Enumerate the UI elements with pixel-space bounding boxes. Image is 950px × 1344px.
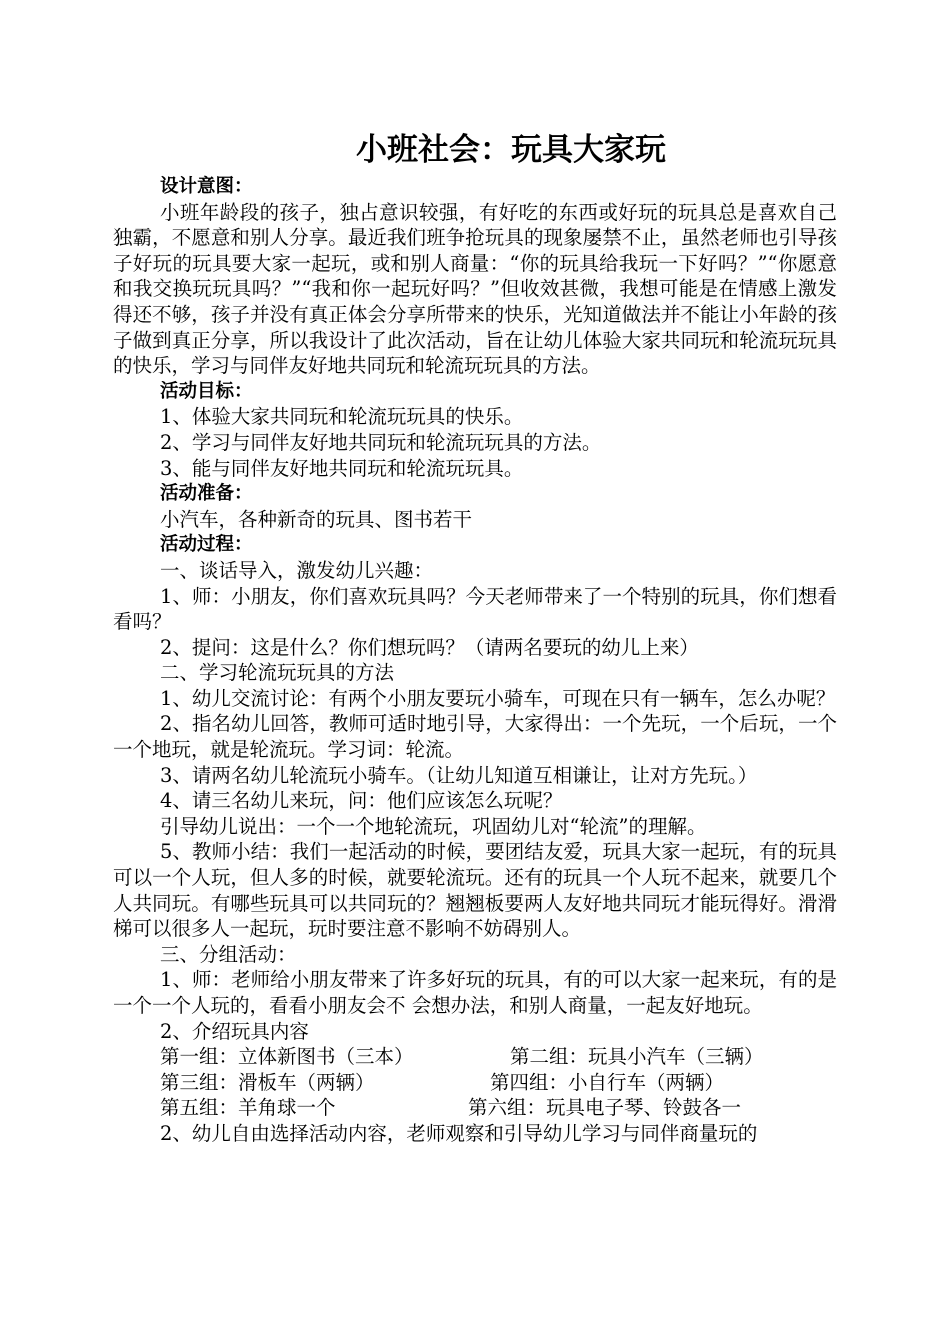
prep-paragraph: 小汽车，各种新奇的玩具、图书若干: [160, 507, 473, 531]
process-step-last: 2、幼儿自由选择活动内容，老师观察和引导幼儿学习与同伴商量玩的: [160, 1121, 758, 1145]
process-step: 2、介绍玩具内容: [160, 1019, 309, 1043]
group-item: 第五组：羊角球一个: [160, 1096, 336, 1120]
intent-paragraph: 小班年龄段的孩子，独占意识较强，有好吃的东西或好玩的玩具总是喜欢自己独霸，不愿意和别人分享。最近我们班争抢玩具的现象屡禁不止，虽然老师也引导孩子好玩的玩具要大家一起玩，或和别人商量：“你的玩具给我玩一下好吗？”“你愿意和我交换玩玩具吗？”“我和你一起玩好吗？”但收效甚微，我想可能是在情感上激发得还不够，孩子并没有真正体会分享所带来的快乐，光知道做法并不能让小年龄的孩子做到真正分享，所以我设计了此次活动，旨在让幼儿体验大家共同玩和轮流玩玩具的快乐，学习与同伴友好地共同玩和轮流玩玩具的方法。: [113, 200, 837, 378]
process-step: 1、师：小朋友，你们喜欢玩具吗？今天老师带来了一个特别的玩具，你们想看看吗？: [113, 584, 837, 634]
document-page: [113, 128, 837, 1147]
process-step: 引导幼儿说出：一个一个地轮流玩，巩固幼儿对“轮流”的理解。: [160, 814, 707, 838]
process-step: 1、师：老师给小朋友带来了许多好玩的玩具，有的可以大家一起来玩，有的是一个一个人玩的，看看小朋友会不 会想办法，和别人商量，一起友好地玩。: [113, 968, 837, 1017]
goals-heading: 活动目标：: [160, 380, 253, 402]
process-step: 2、提问：这是什么？你们想玩吗？（请两名要玩的幼儿上来）: [160, 635, 699, 659]
document-title: 小班社会：玩具大家玩: [356, 132, 666, 168]
goal-item-2: 2、学习与同伴友好地共同玩和轮流玩玩具的方法。: [160, 430, 602, 454]
process-step: 4、请三名幼儿来玩，问：他们应该怎么玩呢？: [160, 789, 563, 813]
process-step: 三、分组活动：: [160, 942, 297, 966]
group-item: 第一组：立体新图书（三本）: [160, 1045, 414, 1069]
process-step: 1、幼儿交流讨论：有两个小朋友要玩小骑车，可现在只有一辆车，怎么办呢？: [160, 686, 836, 710]
process-step: 3、请两名幼儿轮流玩小骑车。（让幼儿知道互相谦让，让对方先玩。）: [160, 763, 758, 787]
process-step: 一、谈话导入，激发幼儿兴趣：: [160, 558, 434, 582]
prep-heading: 活动准备：: [160, 483, 253, 505]
process-step: 5、教师小结：我们一起活动的时候，要团结友爱，玩具大家一起玩，有的玩具可以一个人玩，但人多的时候，就要轮流玩。还有的玩具一个人玩不起来，就要几个人共同玩。有哪些玩具可以共同玩的？翘翘板要两人友好地共同玩才能玩得好。滑滑梯可以很多人一起玩，玩时要注意不影响不妨碍别人。: [113, 840, 837, 941]
group-row-1: [113, 1044, 837, 1070]
process-step: 2、指名幼儿回答，教师可适时地引导，大家得出：一个先玩，一个后玩，一个一个地玩，就是轮流玩。学习词：轮流。: [113, 712, 837, 762]
group-row-3: [113, 1095, 837, 1121]
group-item: 第三组：滑板车（两辆）: [160, 1070, 375, 1094]
process-heading: 活动过程：: [160, 534, 253, 556]
group-item: 第二组：玩具小汽车（三辆）: [510, 1045, 764, 1069]
group-item: 第四组：小自行车（两辆）: [490, 1070, 725, 1094]
group-row-2: [113, 1070, 837, 1096]
goal-item-1: 1、体验大家共同玩和轮流玩玩具的快乐。: [160, 405, 524, 429]
process-step: 二、学习轮流玩玩具的方法: [160, 661, 395, 685]
intent-heading: 设计意图：: [160, 176, 253, 197]
goal-item-3: 3、能与同伴友好地共同玩和轮流玩玩具。: [160, 456, 524, 480]
group-item: 第六组：玩具电子琴、铃鼓各一: [468, 1096, 742, 1120]
